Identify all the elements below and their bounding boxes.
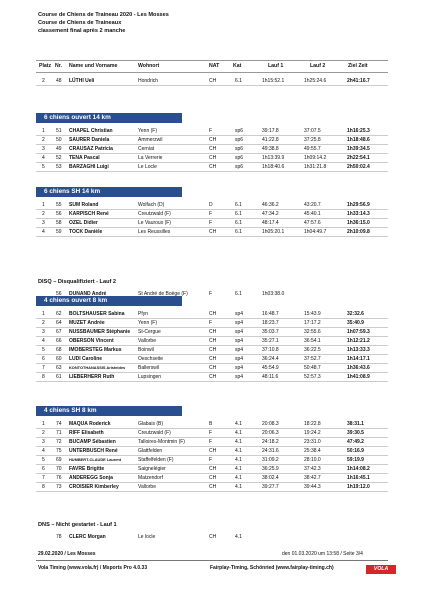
cell-nr: 58 — [56, 220, 62, 226]
header-line-3: classement final après 2 manche — [38, 28, 126, 34]
cell-platz: 4 — [42, 338, 45, 344]
cell-nr: 72 — [56, 439, 62, 445]
cell-lauf1: 20:06.3 — [262, 430, 279, 436]
cell-lauf1: 39:27.7 — [262, 484, 279, 490]
cell-nat: F — [209, 439, 213, 445]
cell-wohnort: St-Cergue — [138, 329, 161, 335]
cell-nat: CH — [209, 374, 217, 380]
cell-nat: CH — [209, 78, 217, 84]
cell-nr: 51 — [56, 128, 62, 134]
cell-wohnort: Staffelfelden (F) — [138, 457, 174, 463]
cell-ziel: 47:49.2 — [347, 439, 364, 445]
cell-name: ANDEREGG Sonja — [69, 475, 113, 481]
cell-nr: 68 — [56, 347, 62, 353]
cell-nr: 75 — [56, 448, 62, 454]
cell-platz: 2 — [42, 137, 45, 143]
cell-kat: sp4 — [235, 320, 244, 326]
cell-kat: 6.1 — [235, 211, 242, 217]
cell-nr: 60 — [56, 356, 62, 362]
table-row — [36, 162, 388, 172]
cell-nat: CH — [209, 356, 217, 362]
cell-ziel: 1h36:15.0 — [347, 220, 370, 226]
cell-name: MUZET Andrée — [69, 320, 105, 326]
cell-nr: 48 — [56, 78, 62, 84]
cell-nat: F — [209, 430, 213, 436]
cell-nat: F — [209, 457, 213, 463]
cell-lauf1: 1h13:39.9 — [262, 155, 285, 161]
cell-kat: sp4 — [235, 374, 244, 380]
cell-platz: 1 — [42, 311, 45, 317]
cell-nat: CH — [209, 534, 217, 540]
cell-wohnort: Talloires-Montmin (F) — [138, 439, 185, 445]
cell-lauf2: 52:57.3 — [304, 374, 321, 380]
cell-nr: 53 — [56, 164, 62, 170]
cell-nat: CH — [209, 347, 217, 353]
vola-logo: VOLA — [366, 565, 396, 574]
cell-nr: 63 — [56, 365, 62, 371]
cell-nat: CH — [209, 164, 217, 170]
cell-nr: 56 — [56, 211, 62, 217]
cell-ziel: 1h18:48.6 — [347, 137, 370, 143]
cell-lauf2: 38:42.7 — [304, 475, 321, 481]
cell-platz: 6 — [42, 466, 45, 472]
cell-name: UNTERBUSCH René — [69, 448, 118, 454]
cell-kat: sp4 — [235, 356, 244, 362]
cell-kat: 4.1 — [235, 448, 242, 454]
cell-nr: 70 — [56, 466, 62, 472]
footer-software: Vola Timing (www.vola.fr) / Msports Pro 4.0.33 — [38, 565, 148, 571]
cell-wohnort: Creutzwald (F) — [138, 430, 171, 436]
cell-ziel: 35:40.9 — [347, 320, 364, 326]
cell-name: NUSSBAUMER Stéphanie — [69, 329, 131, 335]
cell-kat: 4.1 — [235, 421, 242, 427]
cell-lauf2: 25:38.4 — [304, 448, 321, 454]
cell-ziel: 1h33:14.3 — [347, 211, 370, 217]
col-name: Name und Vorname — [69, 63, 118, 69]
cell-lauf1: 47:34.2 — [262, 211, 279, 217]
cell-kat: sp6 — [235, 146, 244, 152]
cell-lauf1: 1h05:20.1 — [262, 229, 285, 235]
cell-lauf1: 18:23.7 — [262, 320, 279, 326]
cell-lauf1: 39:17.8 — [262, 128, 279, 134]
cell-lauf2: 1h04:49.7 — [304, 229, 327, 235]
cell-lauf2: 37:07.5 — [304, 128, 321, 134]
cell-name: TOCK Danièle — [69, 229, 103, 235]
col-kat: Kat — [233, 63, 242, 69]
header-line-2: Course de Chiens de Traineaux — [38, 20, 122, 26]
cell-nr: 49 — [56, 146, 62, 152]
cell-lauf1: 1h15:52.1 — [262, 78, 285, 84]
cell-ziel: 59:19.9 — [347, 457, 364, 463]
cell-wohnort: Yenn (F) — [138, 320, 157, 326]
cell-nat: F — [209, 211, 213, 217]
cell-wohnort: St André de Boëge (F) — [138, 291, 188, 297]
cell-nat: CH — [209, 155, 217, 161]
cell-nat: CH — [209, 137, 217, 143]
cell-nat: CH — [209, 448, 217, 454]
col-wohnort: Wohnort — [138, 63, 160, 69]
cell-lauf1: 36:24.4 — [262, 356, 279, 362]
cell-nr: 59 — [56, 229, 62, 235]
cell-ziel: 1h41:08.9 — [347, 374, 370, 380]
cell-lauf1: 48:11.6 — [262, 374, 279, 380]
cell-platz: 1 — [42, 421, 45, 427]
cell-platz: 4 — [42, 229, 45, 235]
cell-nat: F — [209, 220, 213, 226]
cell-name: KONTOTHANASSIS Aristeides — [69, 365, 126, 370]
cell-lauf1: 24:18.2 — [262, 439, 279, 445]
cell-ziel: 32:32.6 — [347, 311, 364, 317]
cell-kat: sp6 — [235, 155, 244, 161]
cell-wohnort: Oeschseite — [138, 356, 164, 362]
dns-heading: DNS – Nicht gestartet - Lauf 1 — [38, 522, 117, 528]
cell-lauf2: 36:54.1 — [304, 338, 321, 344]
cell-wohnort: Lupsingen — [138, 374, 162, 380]
cell-name: BOLTSHAUSER Sabina — [69, 311, 125, 317]
cell-lauf2: 18:22.8 — [304, 421, 321, 427]
cell-name: SUM Roland — [69, 202, 99, 208]
cell-nat: B — [209, 421, 213, 427]
cell-lauf1: 16:48.7 — [262, 311, 279, 317]
cell-nat: CH — [209, 146, 217, 152]
cell-lauf1: 45:54.9 — [262, 365, 279, 371]
column-header — [36, 60, 388, 73]
cell-name: RIFF Elisabeth — [69, 430, 104, 436]
cell-name: CROISIER Kimberley — [69, 484, 119, 490]
table-row — [36, 482, 388, 492]
cell-lauf2: 49:55.7 — [304, 146, 321, 152]
cell-wohnort: Yenn (F) — [138, 128, 157, 134]
cell-name: TENA Pascal — [69, 155, 100, 161]
col-lauf1: Lauf 1 — [268, 63, 284, 69]
footer-print-date: den 01.03.2020 um 13:58 / Seite 3/4 — [282, 551, 363, 557]
table-row — [36, 227, 388, 237]
cell-nat: D — [209, 202, 213, 208]
cell-kat: sp4 — [235, 311, 244, 317]
cell-kat: 6.1 — [235, 291, 242, 297]
cell-platz: 3 — [42, 220, 45, 226]
cell-platz: 8 — [42, 484, 45, 490]
cell-name: OZEL Didier — [69, 220, 98, 226]
cell-wohnort: Glattfelden — [138, 448, 163, 454]
cell-nr: 74 — [56, 421, 62, 427]
cell-lauf2: 36:22.5 — [304, 347, 321, 353]
cell-name: LÜTHI Ueli — [69, 78, 95, 84]
cell-name: DUNAND André — [69, 291, 107, 297]
cell-nat: CH — [209, 466, 217, 472]
cell-lauf2: 32:55.6 — [304, 329, 321, 335]
cell-lauf2: 15:43.9 — [304, 311, 321, 317]
section-title: 4 chiens SH 8 km — [36, 406, 182, 416]
cell-platz: 4 — [42, 448, 45, 454]
cell-ziel: 1h39:34.5 — [347, 146, 370, 152]
cell-nat: CH — [209, 365, 217, 371]
cell-wohnort: Pfyn — [138, 311, 149, 317]
cell-kat: 6.1 — [235, 220, 242, 226]
cell-lauf2: 43:20.7 — [304, 202, 321, 208]
cell-nat: F — [209, 128, 213, 134]
cell-lauf1: 1h03:38.0 — [262, 291, 285, 297]
cell-wohnort: Hondrich — [138, 78, 159, 84]
cell-nat: CH — [209, 311, 217, 317]
cell-nat: CH — [209, 338, 217, 344]
cell-name: CLERC Morgan — [69, 534, 106, 540]
cell-lauf2: 19:24.2 — [304, 430, 321, 436]
cell-ziel: 1h14:17.1 — [347, 356, 370, 362]
cell-kat: 4.1 — [235, 466, 242, 472]
cell-platz: 3 — [42, 439, 45, 445]
cell-wohnort: Cerniat — [138, 146, 155, 152]
cell-wohnort: Vallorbe — [138, 484, 156, 490]
cell-lauf1: 36:25.9 — [262, 466, 279, 472]
cell-ziel: 1h16:45.1 — [347, 475, 370, 481]
cell-nr: 66 — [56, 338, 62, 344]
section-title: 6 chiens SH 14 km — [36, 187, 182, 197]
cell-nr: 73 — [56, 484, 62, 490]
cell-wohnort: Creutzwald (F) — [138, 211, 171, 217]
cell-name: SAURER Daniela — [69, 137, 110, 143]
header-line-1: Course de Chiens de Traineau 2020 - Les Mosses — [38, 12, 169, 18]
col-ziel: Ziel Zeit — [348, 63, 368, 69]
disq-heading: DISQ – Disqualifiziert - Lauf 2 — [38, 279, 117, 285]
cell-kat: 6.1 — [235, 229, 242, 235]
cell-platz: 8 — [42, 374, 45, 380]
cell-ziel: 2h10:09.8 — [347, 229, 370, 235]
cell-platz: 6 — [42, 356, 45, 362]
table-row — [36, 289, 388, 298]
cell-ziel: 1h29:56.9 — [347, 202, 370, 208]
cell-name: OBERSON Vincent — [69, 338, 114, 344]
col-nr: Nr. — [55, 63, 62, 69]
cell-lauf1: 37:10.8 — [262, 347, 279, 353]
cell-lauf2: 39:44.3 — [304, 484, 321, 490]
cell-nr: 69 — [56, 457, 62, 463]
cell-nat: CH — [209, 484, 217, 490]
cell-ziel: 1h12:21.2 — [347, 338, 370, 344]
cell-name: FAVRE Brigitte — [69, 466, 105, 472]
cell-nat: CH — [209, 229, 217, 235]
cell-platz: 1 — [42, 128, 45, 134]
cell-lauf1: 46:36.2 — [262, 202, 279, 208]
cell-wohnort: Glabais (B) — [138, 421, 164, 427]
cell-ziel: 1h13:33.3 — [347, 347, 370, 353]
cell-kat: sp6 — [235, 137, 244, 143]
cell-lauf1: 31:09.2 — [262, 457, 279, 463]
cell-lauf2: 1h09:14.2 — [304, 155, 327, 161]
cell-nat: F — [209, 320, 213, 326]
cell-kat: 4.1 — [235, 484, 242, 490]
cell-kat: sp4 — [235, 365, 244, 371]
cell-platz: 7 — [42, 475, 45, 481]
cell-name: BARZAGHI Luigi — [69, 164, 109, 170]
cell-platz: 2 — [42, 430, 45, 436]
cell-kat: 6.1 — [235, 202, 242, 208]
table-row — [36, 76, 388, 86]
cell-nr: 64 — [56, 320, 62, 326]
cell-nr: 56 — [56, 291, 62, 297]
cell-wohnort: Saignelégier — [138, 466, 166, 472]
cell-kat: 4.1 — [235, 534, 242, 540]
cell-name: LUDI Caroline — [69, 356, 103, 362]
cell-lauf2: 28:10.0 — [304, 457, 321, 463]
cell-nr: 52 — [56, 155, 62, 161]
cell-kat: 4.1 — [235, 430, 242, 436]
cell-lauf2: 45:40.1 — [304, 211, 321, 217]
cell-kat: 4.1 — [235, 475, 242, 481]
cell-wohnort: Boinwil — [138, 347, 154, 353]
cell-wohnort: Les Reussilles — [138, 229, 171, 235]
cell-platz: 3 — [42, 146, 45, 152]
table-row — [36, 372, 388, 382]
cell-ziel: 2h41:16.7 — [347, 78, 370, 84]
cell-nr: 78 — [56, 534, 62, 540]
cell-wohnort: Matzendorf — [138, 475, 164, 481]
cell-name: CHAPEL Christian — [69, 128, 113, 134]
cell-platz: 2 — [42, 320, 45, 326]
cell-ziel: 38:31.1 — [347, 421, 364, 427]
cell-platz: 4 — [42, 155, 45, 161]
cell-platz: 1 — [42, 202, 45, 208]
cell-name: CRAUSAZ Patricia — [69, 146, 113, 152]
cell-name: KARPISCH René — [69, 211, 109, 217]
cell-name: IMOBERSTEG Markus — [69, 347, 122, 353]
cell-nat: F — [209, 291, 213, 297]
cell-lauf2: 37:52.7 — [304, 356, 321, 362]
cell-nat: CH — [209, 475, 217, 481]
cell-nat: CH — [209, 329, 217, 335]
cell-platz: 5 — [42, 347, 45, 353]
cell-lauf1: 38:02.4 — [262, 475, 279, 481]
cell-ziel: 1h36:43.6 — [347, 365, 370, 371]
col-platz: Platz — [39, 63, 52, 69]
cell-ziel: 50:16.9 — [347, 448, 364, 454]
cell-lauf1: 24:31.6 — [262, 448, 279, 454]
cell-kat: 6.1 — [235, 78, 242, 84]
cell-ziel: 1h14:08.2 — [347, 466, 370, 472]
col-nat: NAT — [209, 63, 220, 69]
cell-lauf1: 35:27.1 — [262, 338, 279, 344]
cell-lauf2: 50:48.7 — [304, 365, 321, 371]
cell-kat: sp6 — [235, 128, 244, 134]
cell-nr: 55 — [56, 202, 62, 208]
cell-platz: 5 — [42, 164, 45, 170]
cell-ziel: 2h50:02.4 — [347, 164, 370, 170]
cell-lauf1: 1h18:40.6 — [262, 164, 285, 170]
cell-nr: 71 — [56, 430, 62, 436]
table-row — [36, 532, 388, 541]
cell-wohnort: Le Locle — [138, 164, 157, 170]
cell-platz: 7 — [42, 365, 45, 371]
cell-lauf2: 37:25.8 — [304, 137, 321, 143]
cell-name: LIEBERHERR Ruth — [69, 374, 115, 380]
cell-wohnort: Ballerswil — [138, 365, 160, 371]
cell-platz: 5 — [42, 457, 45, 463]
cell-wohnort: Ammerzwil — [138, 137, 163, 143]
cell-nr: 62 — [56, 311, 62, 317]
cell-wohnort: Le Vauroux (F) — [138, 220, 171, 226]
cell-kat: sp4 — [235, 347, 244, 353]
cell-kat: 4.1 — [235, 457, 242, 463]
cell-kat: sp4 — [235, 329, 244, 335]
footer-rule — [36, 560, 388, 561]
cell-lauf1: 35:03.7 — [262, 329, 279, 335]
cell-lauf2: 23:31.0 — [304, 439, 321, 445]
footer-date-place: 29.02.2020 / Les Mosses — [38, 551, 96, 557]
cell-lauf2: 37:42.3 — [304, 466, 321, 472]
cell-name: HUMBERT-CLAUDE Laurent — [69, 457, 122, 462]
cell-ziel: 1h19:12.0 — [347, 484, 370, 490]
cell-lauf1: 41:22.8 — [262, 137, 279, 143]
cell-wohnort: Vallorbe — [138, 338, 156, 344]
cell-kat: sp6 — [235, 164, 244, 170]
cell-ziel: 1h16:25.3 — [347, 128, 370, 134]
cell-lauf2: 1h31:21.8 — [304, 164, 327, 170]
cell-platz: 3 — [42, 329, 45, 335]
cell-kat: 4.1 — [235, 439, 242, 445]
section-title: 4 chiens ouvert 8 km — [36, 296, 182, 306]
section-title: 6 chiens ouvert 14 km — [36, 113, 182, 123]
cell-nr: 76 — [56, 475, 62, 481]
cell-lauf2: 1h25:24.6 — [304, 78, 327, 84]
cell-name: BUCAMP Sébastien — [69, 439, 116, 445]
cell-platz: 2 — [42, 211, 45, 217]
cell-nr: 61 — [56, 374, 62, 380]
cell-lauf1: 20:08.3 — [262, 421, 279, 427]
col-lauf2: Lauf 2 — [310, 63, 326, 69]
cell-lauf1: 49:38.8 — [262, 146, 279, 152]
cell-lauf2: 47:57.6 — [304, 220, 321, 226]
cell-lauf1: 48:17.4 — [262, 220, 279, 226]
cell-ziel: 2h22:54.1 — [347, 155, 370, 161]
footer-timing: Fairplay-Timing, Schönried (www.fairplay-timing.ch) — [210, 565, 334, 571]
cell-wohnort: La Verrerie — [138, 155, 163, 161]
cell-ziel: 1h07:59.3 — [347, 329, 370, 335]
cell-wohnort: Le locle — [138, 534, 156, 540]
cell-nr: 67 — [56, 329, 62, 335]
cell-ziel: 39:30.5 — [347, 430, 364, 436]
cell-platz: 2 — [42, 78, 45, 84]
cell-name: MAQUA Roderick — [69, 421, 111, 427]
cell-lauf2: 17:17.2 — [304, 320, 321, 326]
cell-kat: sp4 — [235, 338, 244, 344]
cell-wohnort: Wolfach (D) — [138, 202, 165, 208]
cell-nr: 50 — [56, 137, 62, 143]
